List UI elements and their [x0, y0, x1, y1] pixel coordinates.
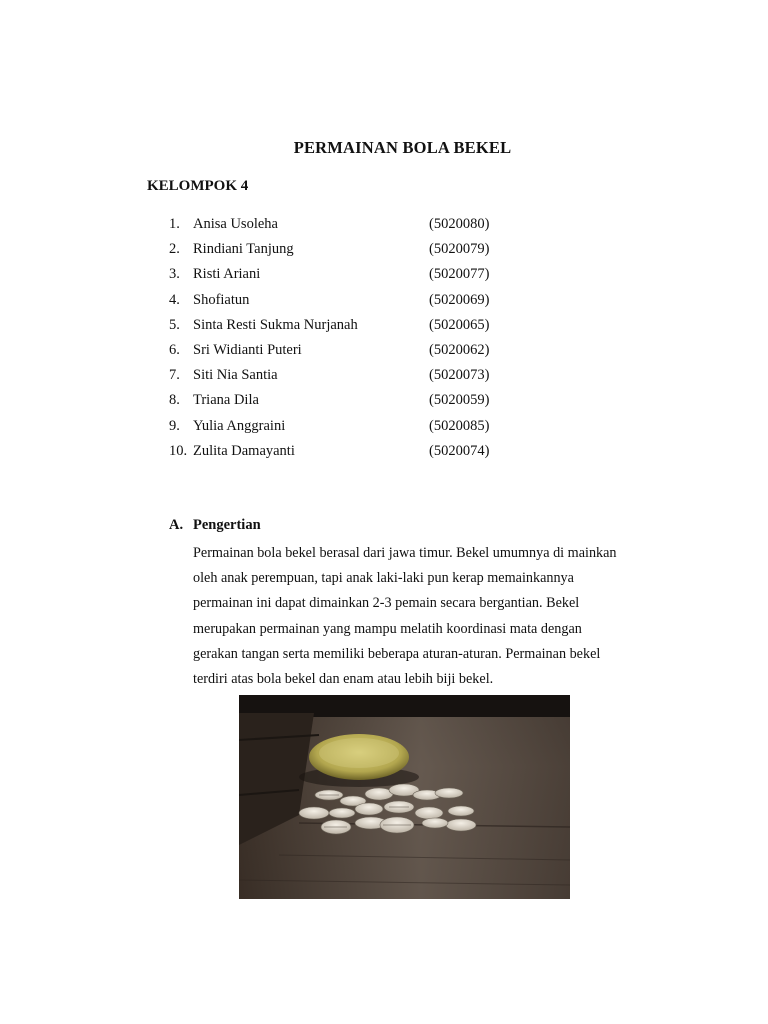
member-number: 5. [169, 316, 180, 333]
member-name: Risti Ariani [193, 266, 261, 283]
member-name: Shofiatun [193, 291, 250, 308]
member-id: (5020085) [429, 417, 490, 434]
paragraph-line: permainan ini dapat dimainkan 2-3 pemain secara bergantian. Bekel [193, 595, 580, 612]
member-name: Zulita Damayanti [193, 442, 295, 459]
member-number: 2. [169, 241, 180, 258]
member-row [0, 392, 768, 417]
member-number: 9. [169, 417, 180, 434]
member-number: 8. [169, 392, 180, 409]
paragraph-line: gerakan tangan serta memiliki beberapa aturan-aturan. Permainan bekel [193, 645, 601, 662]
bekel-photo [239, 695, 570, 899]
member-id: (5020059) [429, 392, 490, 409]
paragraph-line: terdiri atas bola bekel dan enam atau lebih biji bekel. [193, 671, 494, 688]
member-name: Sinta Resti Sukma Nurjanah [193, 316, 358, 333]
member-number: 1. [169, 216, 180, 232]
member-name: Anisa Usoleha [193, 216, 278, 232]
group-label: KELOMPOK 4 [147, 178, 249, 194]
member-number: 3. [169, 266, 180, 283]
paragraph-line: Permainan bola bekel berasal dari jawa timur. Bekel umumnya di mainkan [193, 545, 617, 561]
member-row [0, 367, 768, 392]
member-number: 4. [169, 291, 180, 308]
member-name: Yulia Anggraini [193, 417, 286, 434]
member-number: 7. [169, 367, 180, 384]
paragraph-line: oleh anak perempuan, tapi anak laki-laki pun kerap memainkannya [193, 570, 574, 587]
member-row [0, 418, 768, 443]
section-letter: A. [169, 517, 184, 533]
member-row [0, 317, 768, 342]
member-number: 10. [169, 442, 188, 459]
section-heading [169, 517, 261, 534]
member-name: Sri Widianti Puteri [193, 341, 302, 358]
member-id: (5020080) [429, 216, 490, 232]
member-row [0, 241, 768, 266]
member-row [0, 266, 768, 291]
member-name: Rindiani Tanjung [193, 241, 294, 258]
paragraph-line: merupakan permainan yang mampu melatih koordinasi mata dengan [193, 620, 582, 637]
member-id: (5020062) [429, 341, 490, 358]
section-paragraph [193, 541, 668, 692]
member-id: (5020065) [429, 316, 490, 333]
member-row [0, 216, 768, 241]
member-id: (5020073) [429, 367, 490, 384]
member-list [0, 216, 768, 468]
member-row [0, 292, 768, 317]
member-number: 6. [169, 341, 180, 358]
member-id: (5020079) [429, 241, 490, 258]
member-id: (5020077) [429, 266, 490, 283]
member-row [0, 342, 768, 367]
member-id: (5020074) [429, 442, 490, 459]
member-name: Triana Dila [193, 392, 259, 409]
member-name: Siti Nia Santia [193, 367, 278, 384]
document-title: PERMAINAN BOLA BEKEL [293, 138, 512, 157]
section-heading-text: Pengertian [193, 517, 261, 533]
member-row [0, 443, 768, 468]
member-id: (5020069) [429, 291, 490, 308]
